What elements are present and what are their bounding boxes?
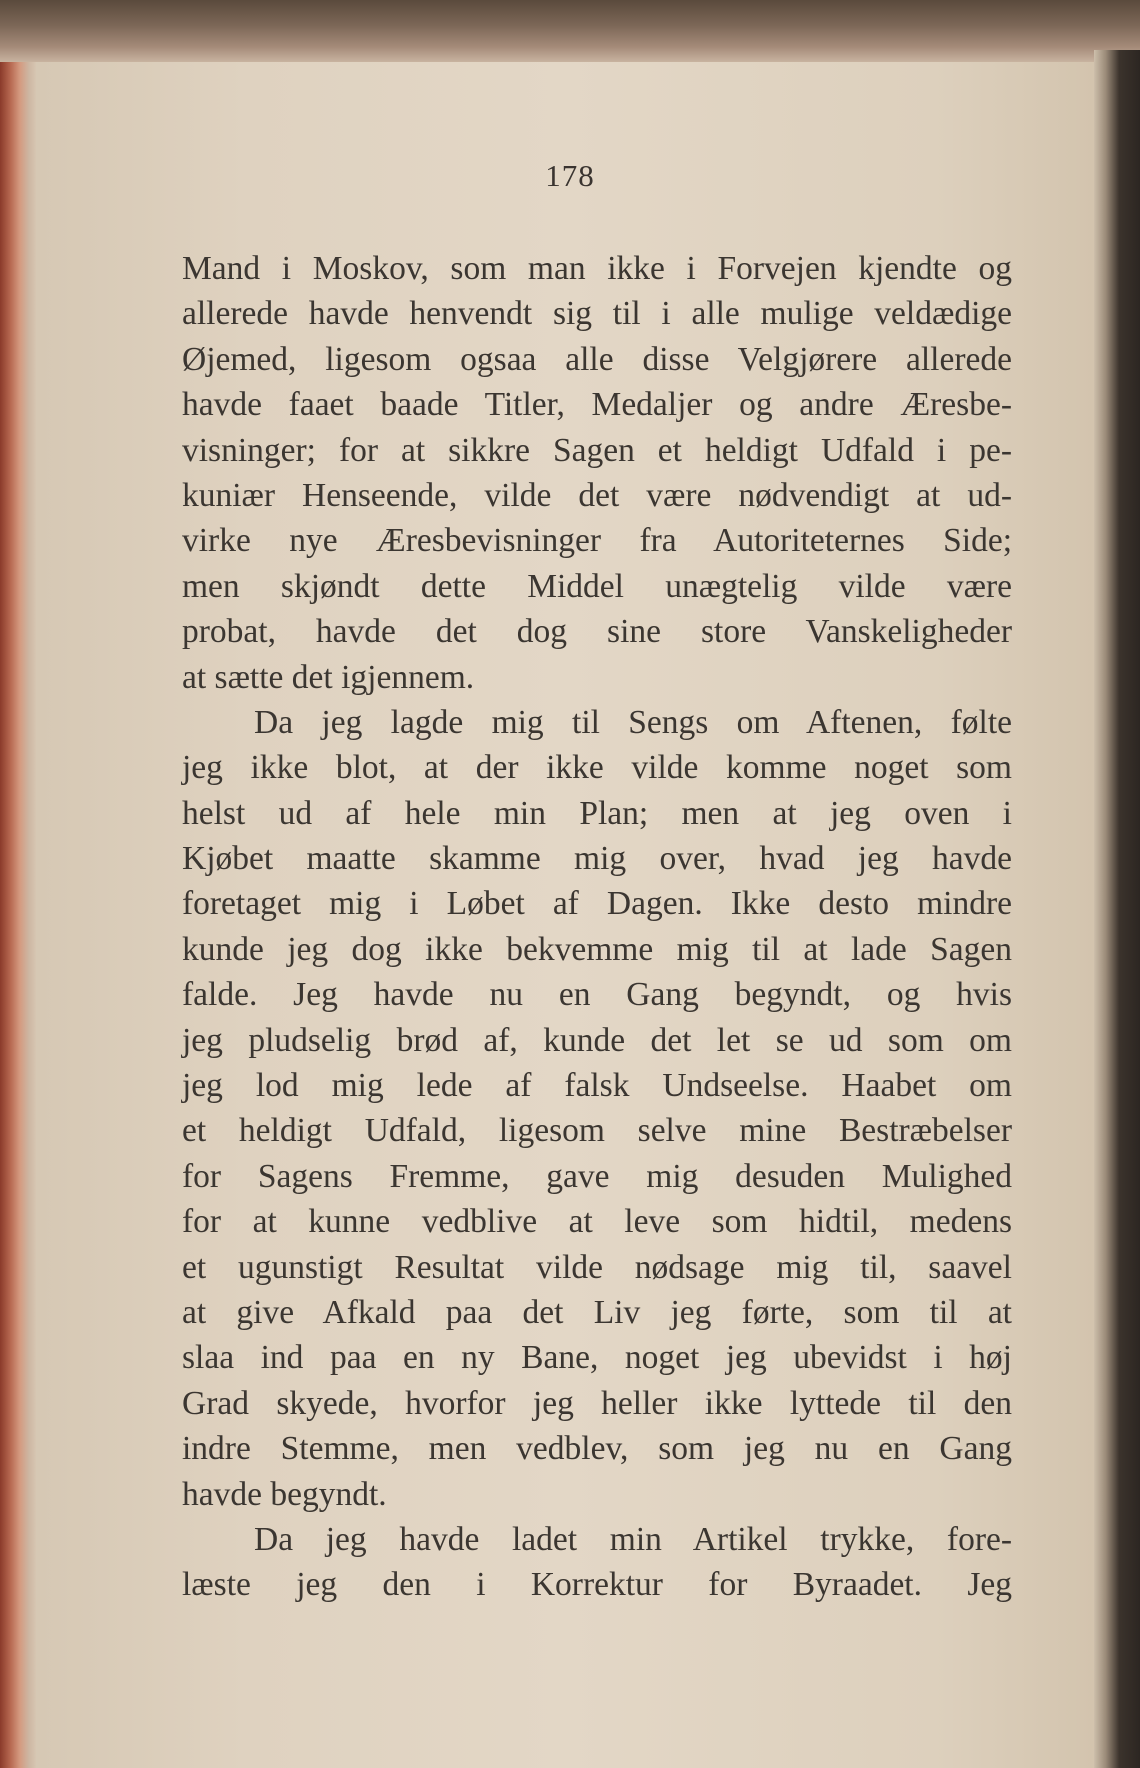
text-line: Øjemed, ligesom ogsaa alle disse Velgjørere allerede — [182, 340, 1012, 378]
text-line: læste jeg den i Korrektur for Byraadet. Jeg — [182, 1566, 1012, 1604]
text-line: Kjøbet maatte skamme mig over, hvad jeg havde — [182, 840, 1012, 878]
book-right-edge — [1094, 50, 1140, 1768]
text-line: men skjøndt dette Middel unægtelig vilde være — [182, 567, 1012, 605]
text-line: probat, havde det dog sine store Vanskeligheder — [182, 613, 1012, 651]
text-line: visninger; for at sikkre Sagen et heldigt Udfald i pe- — [182, 431, 1012, 469]
page-number: 178 — [545, 158, 595, 193]
text-line: Da jeg havde ladet min Artikel trykke, fore- — [254, 1520, 1012, 1558]
text-line: virke nye Æresbevisninger fra Autoriteternes Side; — [182, 522, 1012, 560]
text-line: havde faaet baade Titler, Medaljer og andre Æresbe- — [182, 386, 1012, 424]
text-line: helst ud af hele min Plan; men at jeg oven i — [182, 794, 1012, 832]
text-line: kuniær Henseende, vilde det være nødvendigt at ud- — [182, 476, 1012, 514]
text-line: Grad skyede, hvorfor jeg heller ikke lyttede til den — [182, 1384, 1012, 1422]
text-line: slaa ind paa en ny Bane, noget jeg ubevidst i høj — [182, 1339, 1012, 1377]
text-line: Da jeg lagde mig til Sengs om Aftenen, følte — [254, 703, 1012, 741]
text-line: kunde jeg dog ikke bekvemme mig til at lade Sagen — [182, 930, 1012, 968]
book-spine-left-edge — [0, 62, 36, 1768]
text-line: havde begyndt. — [182, 1475, 387, 1513]
text-line: for Sagens Fremme, gave mig desuden Mulighed — [182, 1157, 1012, 1195]
text-line: et heldigt Udfald, ligesom selve mine Bestræbelser — [182, 1112, 1012, 1150]
text-line: Mand i Moskov, som man ikke i Forvejen kjendte og — [182, 250, 1012, 287]
text-line: for at kunne vedblive at leve som hidtil, medens — [182, 1203, 1012, 1241]
text-line: jeg pludselig brød af, kunde det let se ud som om — [182, 1021, 1012, 1059]
book-top-edge — [0, 0, 1140, 62]
text-line: falde. Jeg havde nu en Gang begyndt, og hvis — [182, 976, 1012, 1014]
text-line: at give Afkald paa det Liv jeg førte, som til at — [182, 1293, 1012, 1331]
text-line: at sætte det igjennem. — [182, 658, 475, 696]
text-line: et ugunstigt Resultat vilde nødsage mig til, saavel — [182, 1248, 1012, 1286]
text-line: allerede havde henvendt sig til i alle mulige veldædige — [182, 295, 1012, 333]
text-line: foretaget mig i Løbet af Dagen. Ikke desto mindre — [182, 885, 1012, 923]
text-line: indre Stemme, men vedblev, som jeg nu en Gang — [182, 1430, 1012, 1468]
body-text — [182, 246, 1012, 1608]
text-line: jeg lod mig lede af falsk Undseelse. Haabet om — [182, 1067, 1012, 1105]
text-line: jeg ikke blot, at der ikke vilde komme noget som — [182, 749, 1012, 787]
